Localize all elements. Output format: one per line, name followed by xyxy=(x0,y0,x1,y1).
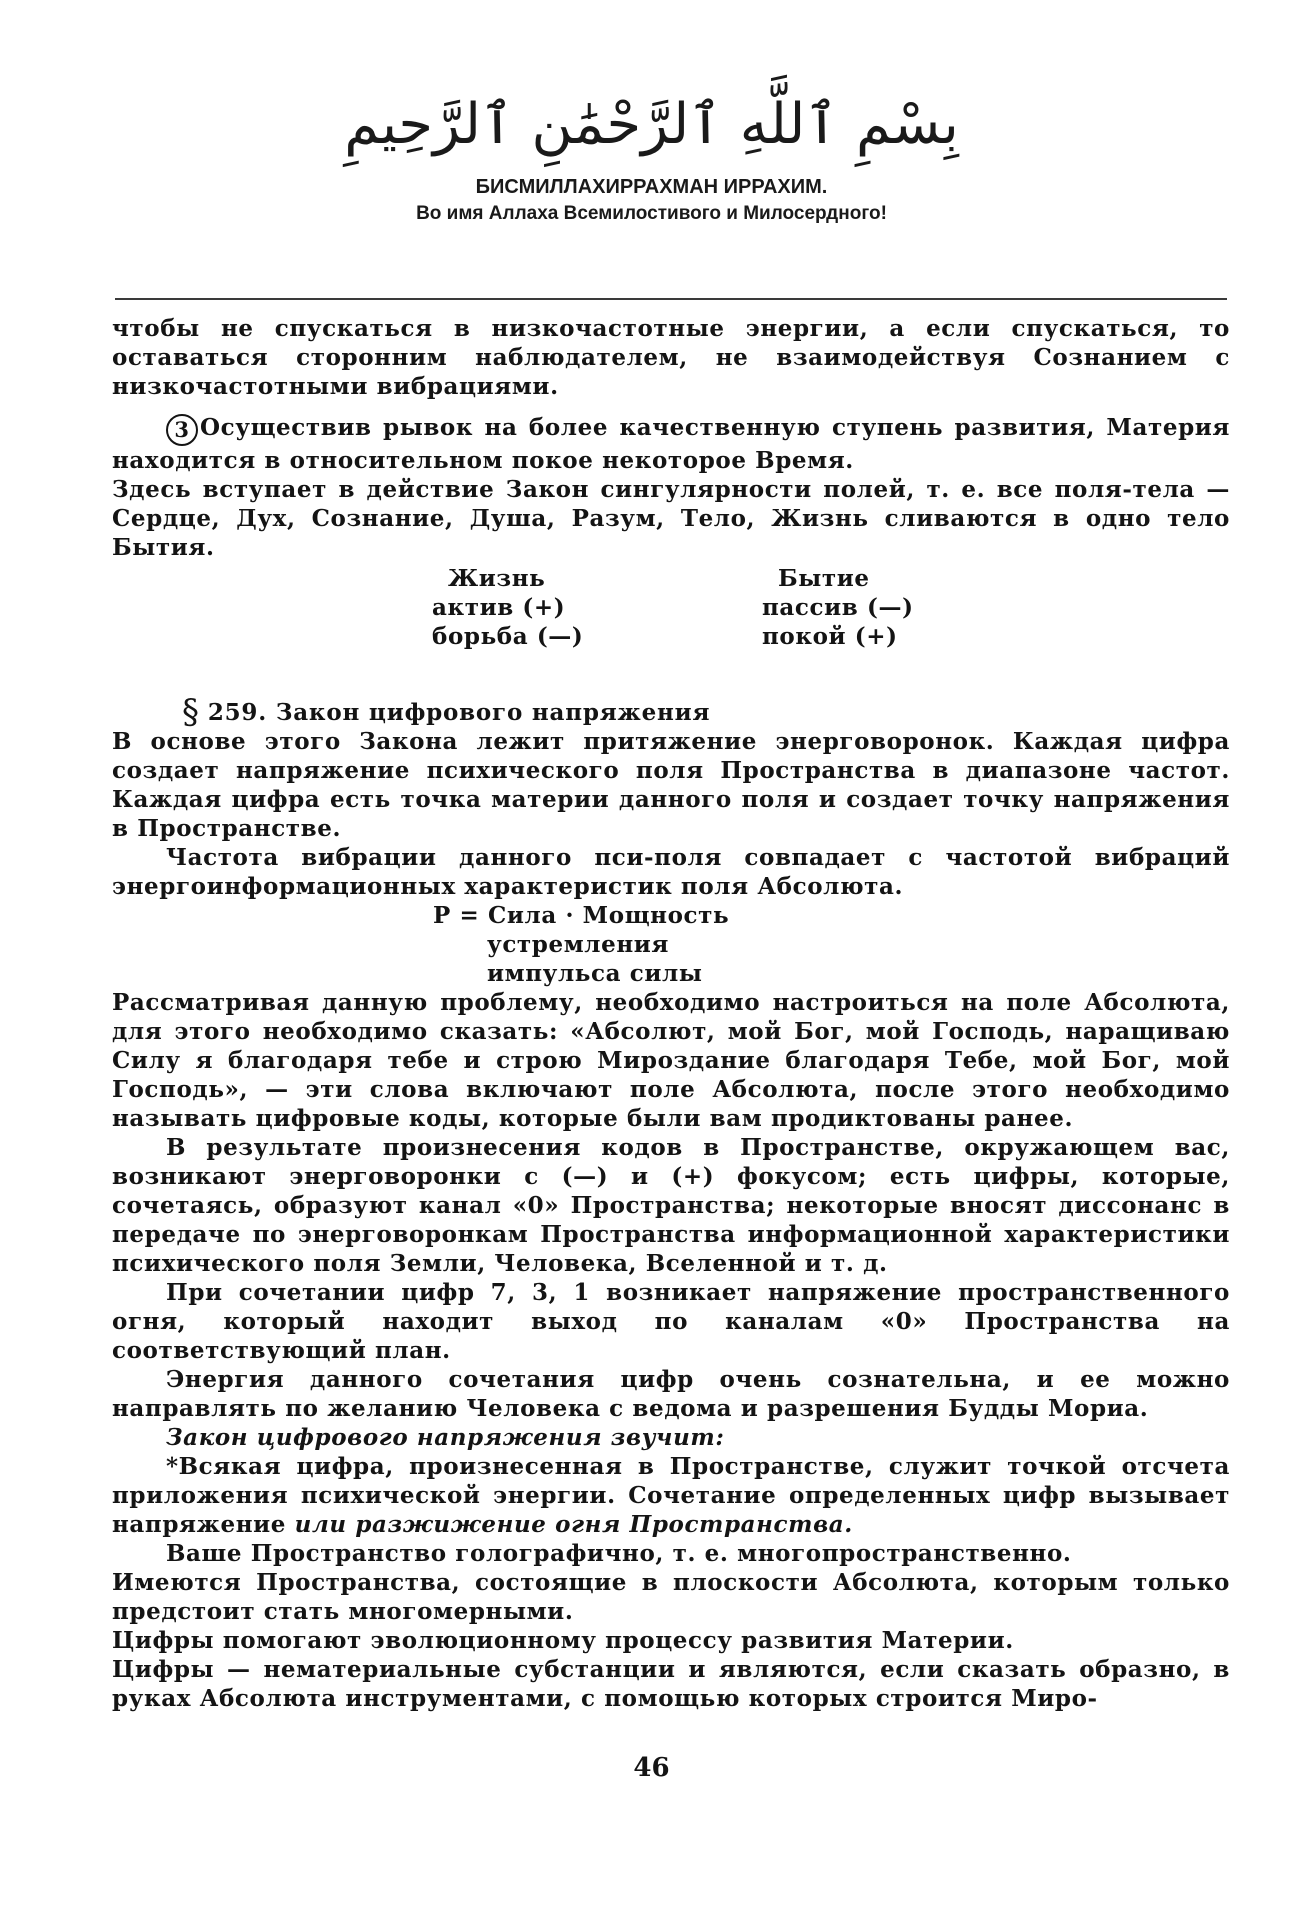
paragraph-15: Цифры — нематериальные субстанции и являются, если сказать образно, в руках Абсолюта инструментами, с помощью которых строится Миро- xyxy=(112,1656,1230,1712)
page-header xyxy=(0,85,1303,227)
paragraph-1: чтобы не спускаться в низкочастотные энергии, а если спускаться, то оставаться сторонним наблюдателем, не взаимодействуя Сознанием с низкочастотными вибрациями. xyxy=(112,315,1230,400)
section-sign: § xyxy=(182,692,200,732)
bismillah-calligraphy: بِسْمِ ٱللَّهِ ٱلرَّحْمَٰنِ ٱلرَّحِيمِ xyxy=(344,92,959,157)
column-being-heading: Бытие xyxy=(778,565,870,592)
column-being xyxy=(762,564,914,651)
column-life-heading: Жизнь xyxy=(448,565,546,592)
formula-line: импульса силы xyxy=(487,960,703,987)
paragraph-6: Рассматривая данную проблему, необходимо настроиться на поле Абсолюта, для этого необходимо сказать: «Абсолют, мой Бог, мой Господь, наращиваю Силу я благодаря тебе и строю Мироздание благодаря Тебе, мой Бог, мой Господь», — эти слова включают поле Абсолюта, после этого необходимо называть цифровые коды, которые были вам продиктованы ранее. xyxy=(112,989,1230,1132)
paragraph-9: Энергия данного сочетания цифр очень сознательна, и ее можно направлять по желанию Человека с ведома и разрешения Будды Мориа. xyxy=(112,1366,1230,1422)
column-life-item: актив (+) xyxy=(432,594,566,621)
paragraph-11-text: *Всякая цифра, произнесенная в Пространстве, служит точкой отсчета приложения психической энергии. Сочетание определенных цифр вызывает напряжение xyxy=(112,1453,1230,1538)
circled-number: 3 xyxy=(166,414,198,446)
formula-line: устремления xyxy=(487,931,670,958)
paragraph-5: Частота вибрации данного пси-поля совпадает с частотой вибраций энергоинформационных характеристик поля Абсолюта. xyxy=(112,844,1230,900)
paragraph-2-text: Осуществив рывок на более качественную ступень развития, Материя находится в относительном покое некоторое Время. xyxy=(112,414,1230,474)
paragraph-12: Ваше Пространство голографично, т. е. многопространственно. xyxy=(166,1540,1072,1567)
paragraph-8: При сочетании цифр 7, 3, 1 возникает напряжение пространственного огня, который находит выход по каналам «0» Пространства на соответствующий план. xyxy=(112,1279,1230,1364)
section-heading xyxy=(112,692,1230,732)
formula xyxy=(112,901,1230,988)
column-life-item: борьба (—) xyxy=(432,623,584,650)
paragraph-2 xyxy=(112,413,1230,475)
formula-line: Р = Сила · Мощность xyxy=(433,902,730,929)
header-divider xyxy=(115,298,1227,300)
paragraph-4: В основе этого Закона лежит притяжение энерговоронок. Каждая цифра создает напряжение психического поля Пространства в диапазоне частот. Каждая цифра есть точка материи данного поля и создает точку напряжения в Пространстве. xyxy=(112,728,1230,842)
section-title: 259. Закон цифрового напряжения xyxy=(207,699,711,726)
paragraph-14: Цифры помогают эволюционному процессу развития Материи. xyxy=(112,1627,1014,1654)
page-number: 46 xyxy=(633,1753,670,1783)
comparison-columns xyxy=(112,564,1230,654)
header-title: БИСМИЛЛАХИРРАХМАН ИРРАХИМ. xyxy=(475,176,828,198)
law-statement-heading: Закон цифрового напряжения звучит: xyxy=(166,1424,725,1451)
paragraph-11-italic: или разжижение огня Пространства. xyxy=(294,1511,853,1538)
paragraph-11 xyxy=(112,1452,1230,1539)
column-being-item: пассив (—) xyxy=(762,594,914,621)
paragraph-7: В результате произнесения кодов в Пространстве, окружающем вас, возникают энерговоронки с (—) и (+) фокусом; есть цифры, которые, сочетаясь, образуют канал «0» Пространства; некоторые вносят диссонанс в передаче по энерговоронкам Пространства информационной характеристики психического поля Земли, Человека, Вселенной и т. д. xyxy=(112,1134,1230,1277)
paragraph-13: Имеются Пространства, состоящие в плоскости Абсолюта, которым только предстоит стать многомерными. xyxy=(112,1569,1230,1625)
page-body xyxy=(112,314,1230,1713)
paragraph-3: Здесь вступает в действие Закон сингулярности полей, т. е. все поля-тела — Сердце, Дух, Сознание, Душа, Разум, Тело, Жизнь сливаются в одно тело Бытия. xyxy=(112,476,1230,561)
header-subtitle: Во имя Аллаха Всемилостивого и Милосердного! xyxy=(416,203,887,224)
column-being-item: покой (+) xyxy=(762,623,898,650)
column-life xyxy=(432,564,583,651)
